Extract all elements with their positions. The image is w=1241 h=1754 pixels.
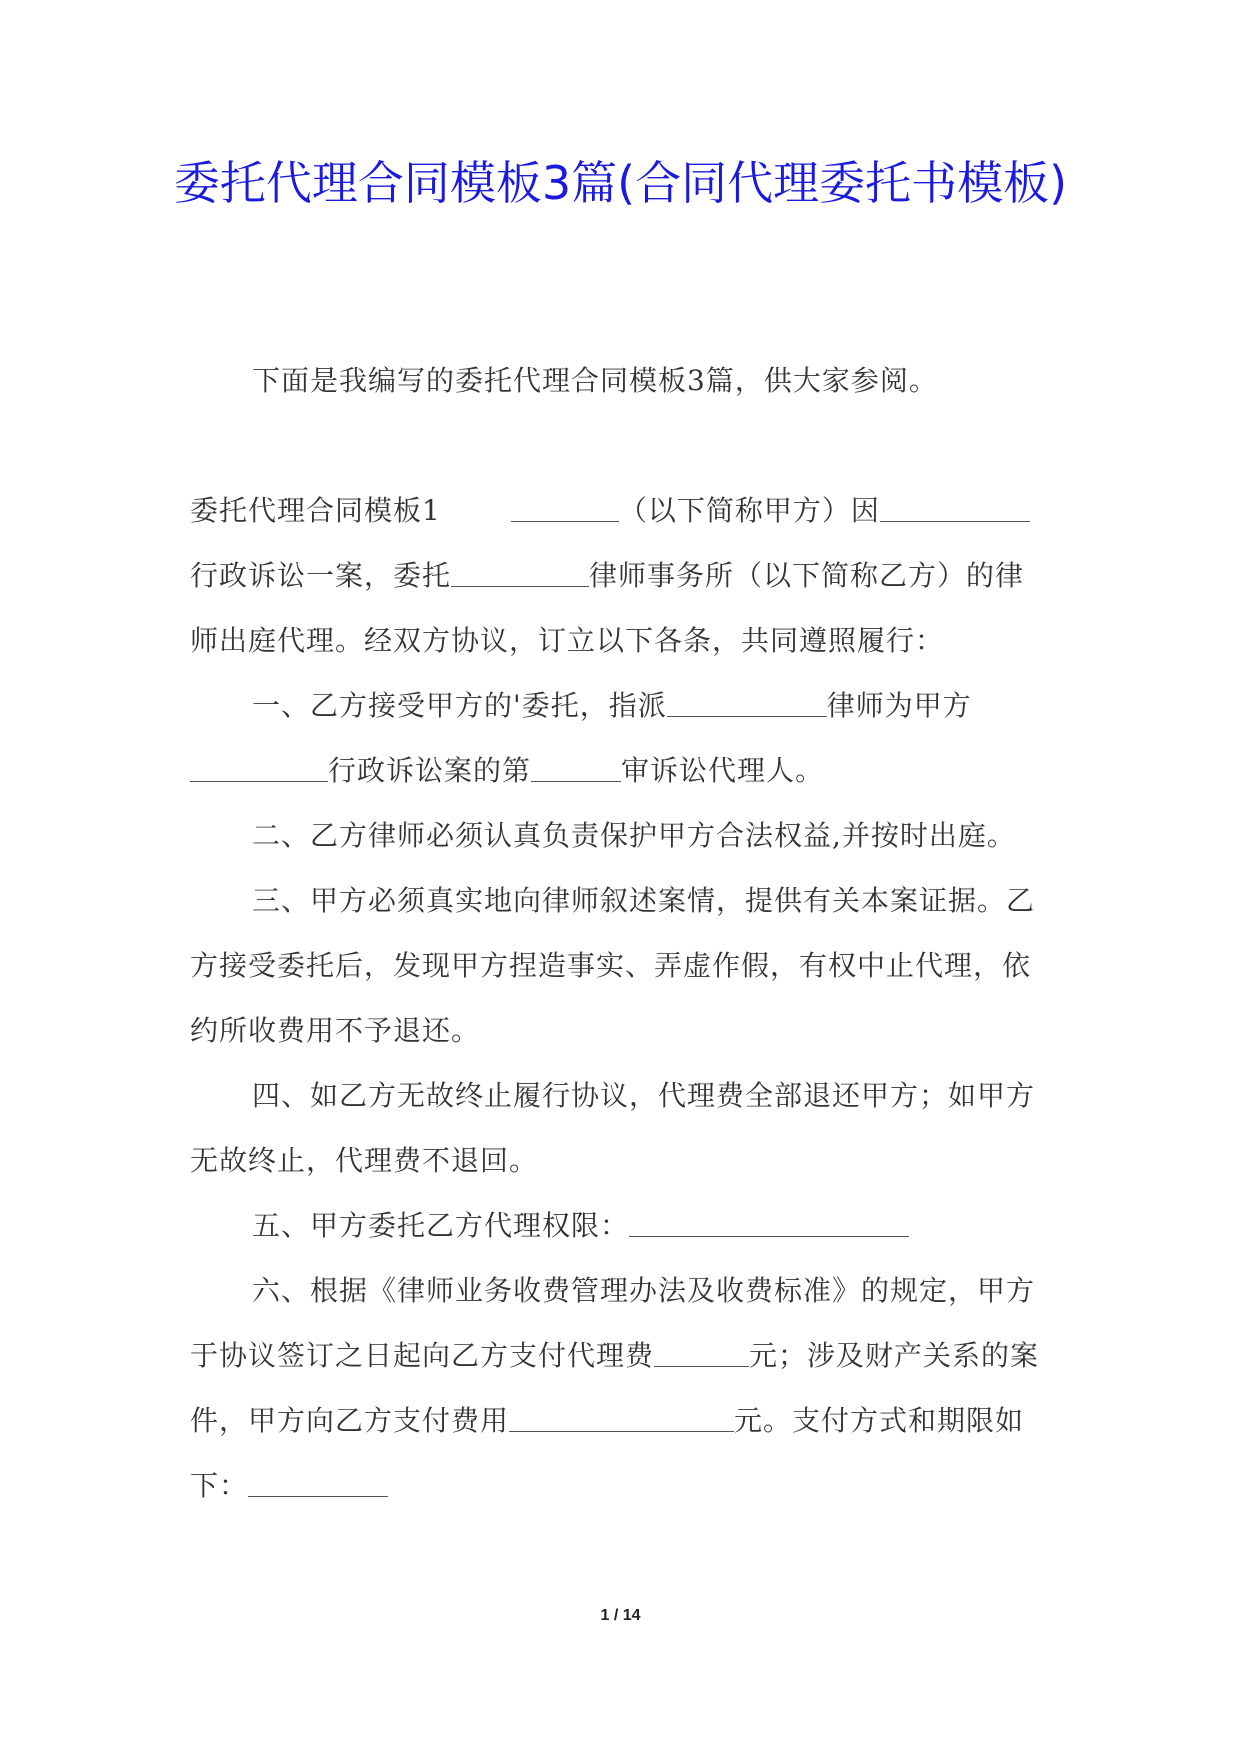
- clause-6: [190, 1258, 1050, 1518]
- blank-field: [248, 1465, 388, 1497]
- text-segment: 审诉讼代理人。: [621, 754, 825, 787]
- text-segment: 行政诉讼一案，委托: [190, 559, 452, 592]
- clause-2: 二、乙方律师必须认真负责保护甲方合法权益,并按时出庭。: [252, 819, 1016, 852]
- blank-field: [629, 1205, 909, 1237]
- blank-field: [667, 685, 827, 717]
- blank-field: [654, 1335, 749, 1367]
- text-segment: 元；涉及财产关系的案件，甲方向乙方支付费用: [190, 1339, 1040, 1437]
- blank-field: [511, 490, 619, 522]
- document-body: [190, 348, 1050, 1518]
- clause-3: 三、甲方必须真实地向律师叙述案情，提供有关本案证据。乙方接受委托后，发现甲方捏造事实、弄虚作假，有权中止代理，依约所收费用不予退还。: [190, 884, 1036, 1047]
- text-segment: 元。支付方式和期限如下：: [190, 1404, 1025, 1502]
- clause-5: [190, 1193, 1050, 1258]
- clause-1: [190, 673, 1050, 803]
- text-segment: 律师为甲方: [826, 689, 972, 722]
- text-segment: （以下简称甲方）因: [618, 494, 880, 527]
- section-heading: 委托代理合同模板1: [190, 494, 441, 527]
- blank-field: [880, 490, 1030, 522]
- document-title: 委托代理合同模板3篇(合同代理委托书模板): [173, 156, 1068, 210]
- blank-field: [190, 750, 328, 782]
- page-number: 1 / 14: [600, 1607, 641, 1624]
- text-segment: 律师事务所（以下简称乙方）的律师出庭代理。经双方协议，订立以下各条，共同遵照履行：: [190, 559, 1025, 657]
- clause-4: 四、如乙方无故终止履行协议，代理费全部退还甲方；如甲方无故终止，代理费不退回。: [190, 1079, 1036, 1177]
- intro-paragraph: 下面是我编写的委托代理合同模板3篇，供大家参阅。: [252, 364, 938, 397]
- text-segment: 六、根据《律师业务收费管理办法及收费标准》的规定，甲方于协议签订之日起向乙方支付代理费: [190, 1274, 1036, 1372]
- text-segment: 行政诉讼案的第: [328, 754, 532, 787]
- blank-field: [531, 750, 621, 782]
- paragraph-preamble: [190, 478, 1050, 673]
- blank-field: [509, 1400, 734, 1432]
- blank-field: [451, 555, 589, 587]
- text-segment: 五、甲方委托乙方代理权限：: [252, 1209, 630, 1242]
- text-segment: 一、乙方接受甲方的'委托，指派: [252, 689, 667, 722]
